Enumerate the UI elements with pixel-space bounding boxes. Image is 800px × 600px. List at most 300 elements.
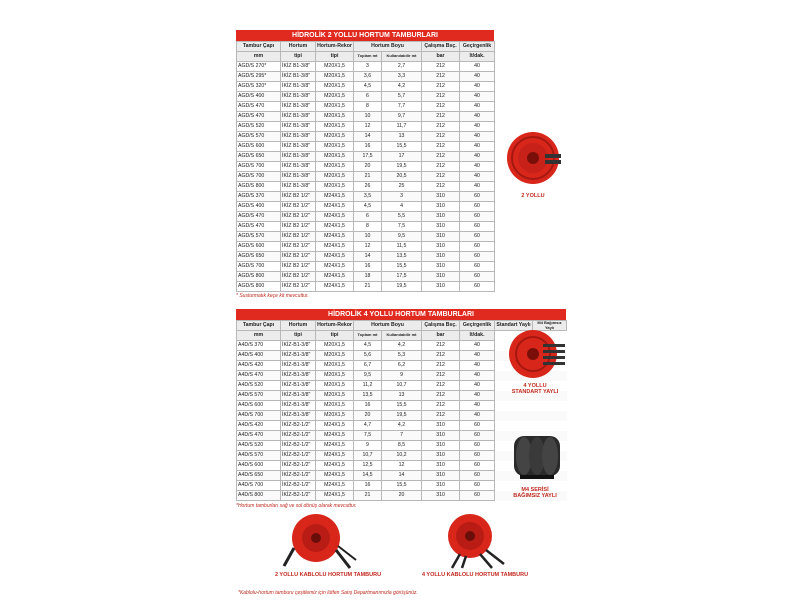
table-cell: 40: [460, 122, 495, 132]
table-cell: 212: [422, 351, 460, 361]
table-cell: 19,5: [382, 411, 422, 421]
table-cell: AGD/S 470: [237, 112, 281, 122]
reel-m4-icon: [510, 430, 564, 482]
table-cell: 14: [382, 471, 422, 481]
table-cell: 310: [422, 471, 460, 481]
table-cell: 6,7: [354, 361, 382, 371]
table-cell: 13: [382, 132, 422, 142]
table-cell: 14: [354, 132, 382, 142]
table-cell: 60: [460, 192, 495, 202]
table-cell: A4D/S 600: [237, 461, 281, 471]
col-header: Standart Yaylı: [495, 321, 533, 331]
table-cell: 4,2: [382, 82, 422, 92]
col-subheader: mm: [237, 331, 281, 341]
table-cell: M20X1,5: [316, 182, 354, 192]
table-cell: 15,5: [382, 481, 422, 491]
table-cell: A4D/S 800: [237, 491, 281, 501]
table-cell: İKİZ B1-3/8": [281, 92, 316, 102]
table-cell: 11,2: [354, 381, 382, 391]
table-cell: AGD/S 520: [237, 122, 281, 132]
table-cell: M20X1,5: [316, 92, 354, 102]
table-cell: 60: [460, 252, 495, 262]
table-cell: M24X1,5: [316, 242, 354, 252]
table-cell: 40: [460, 381, 495, 391]
table-cell: M20X1,5: [316, 162, 354, 172]
table-cell: 15,5: [382, 262, 422, 272]
table-cell: 10,2: [382, 451, 422, 461]
table-cell: İKİZ-B2-1/2": [281, 481, 316, 491]
table-cell: 60: [460, 481, 495, 491]
table-cell: İKİZ-B1-3/8": [281, 401, 316, 411]
table-cell: 212: [422, 182, 460, 192]
table-cell: M20X1,5: [316, 361, 354, 371]
table-cell: M20X1,5: [316, 102, 354, 112]
reel-2-way-icon: [505, 130, 561, 186]
table-cell: 310: [422, 212, 460, 222]
table-cell: 60: [460, 491, 495, 501]
table-row: [237, 162, 495, 172]
table-row: [237, 132, 495, 142]
caption-m4-line2: BAĞIMSIZ YAYLI: [513, 493, 557, 499]
table-cell: A4D/S 470: [237, 431, 281, 441]
table-cell: 4,5: [354, 202, 382, 212]
table-cell: 13,5: [354, 391, 382, 401]
table-cell: AGD/S 600: [237, 242, 281, 252]
col-header: Çalışma Bsç.: [422, 321, 460, 331]
col-header: Geçirgenlik: [460, 42, 495, 52]
table-cell: 212: [422, 361, 460, 371]
table-cell: İKİZ-B2-1/2": [281, 461, 316, 471]
table-cell: 40: [460, 371, 495, 381]
table-cell: 60: [460, 222, 495, 232]
table-cell: 11,7: [382, 122, 422, 132]
table-cell: AGD/S 370: [237, 192, 281, 202]
table-cell: AGD/S 800: [237, 282, 281, 292]
table-cell: 212: [422, 82, 460, 92]
reel-m4-image: [510, 430, 564, 482]
table-cell: İKİZ B2 1/2": [281, 272, 316, 282]
col-subheader: Kullanılabilir mt: [382, 331, 422, 341]
table-cell: 310: [422, 262, 460, 272]
table-cell: 310: [422, 192, 460, 202]
table-cell: 212: [422, 162, 460, 172]
table-cell: 212: [422, 62, 460, 72]
table-cell: 10,7: [354, 451, 382, 461]
reel-4-way-image: [507, 328, 565, 380]
table-row: [237, 212, 495, 222]
table-row: [237, 152, 495, 162]
col-subheader: Kullanılabilir mt: [382, 52, 422, 62]
table-cell: 40: [460, 162, 495, 172]
table-cell: M24X1,5: [316, 192, 354, 202]
table-row: [237, 411, 567, 421]
col-header: Hortum-Rekor: [316, 321, 354, 331]
table-cell: 9,5: [382, 232, 422, 242]
table-cell: A4D/S 570: [237, 391, 281, 401]
table-cell: M24X1,5: [316, 441, 354, 451]
table-row: [237, 112, 495, 122]
table-2-way-note: * Susturmatık keçe kit mevcuttur.: [236, 293, 309, 299]
table-cell: M24X1,5: [316, 451, 354, 461]
table-cell: M20X1,5: [316, 371, 354, 381]
table-cell: 60: [460, 212, 495, 222]
table-cell: 10: [354, 232, 382, 242]
table-cell: İKİZ-B2-1/2": [281, 451, 316, 461]
table-cell: 60: [460, 431, 495, 441]
table-row: [237, 192, 495, 202]
table-cell: 3,5: [354, 192, 382, 202]
table-cell: İKİZ-B2-1/2": [281, 471, 316, 481]
table-row: [237, 122, 495, 132]
table-cell: İKİZ-B1-3/8": [281, 381, 316, 391]
col-header: Çalışma Bsç.: [422, 42, 460, 52]
table-cell: 5,3: [382, 351, 422, 361]
reel-4-way-icon: [507, 328, 565, 380]
table-cell: AGD/S 600: [237, 142, 281, 152]
table-cell: 8: [354, 222, 382, 232]
col-header: Hortum Boyu: [354, 321, 422, 331]
table-cell: M24X1,5: [316, 421, 354, 431]
table-row: [237, 421, 567, 431]
table-cell: 21: [354, 282, 382, 292]
table-cell-empty: [495, 421, 533, 431]
table-cell: 212: [422, 132, 460, 142]
table-cell: İKİZ-B2-1/2": [281, 491, 316, 501]
col-subheader: tipi: [316, 331, 354, 341]
table-cell: 10: [354, 112, 382, 122]
table-cell: İKİZ B1-3/8": [281, 62, 316, 72]
caption-m4: [500, 487, 570, 499]
table-row: [237, 202, 495, 212]
table-row: [237, 262, 495, 272]
table-row: [237, 242, 495, 252]
table-cell: 12,5: [354, 461, 382, 471]
table-cell: İKİZ B1-3/8": [281, 182, 316, 192]
table-cell: A4D/S 370: [237, 341, 281, 351]
table-cell: İKİZ-B1-3/8": [281, 361, 316, 371]
table-cell: 60: [460, 282, 495, 292]
table-cell: M24X1,5: [316, 431, 354, 441]
table-cell: 310: [422, 272, 460, 282]
table-cell: 40: [460, 62, 495, 72]
table-cell: 212: [422, 102, 460, 112]
caption-2-way: 2 YOLLU: [521, 193, 545, 199]
table-cell: 3: [382, 192, 422, 202]
table-cell: 9,7: [382, 112, 422, 122]
table-cell: 26: [354, 182, 382, 192]
table-cell: AGD/S 470: [237, 212, 281, 222]
table-cell: A4D/S 570: [237, 451, 281, 461]
table-cell: 8,5: [382, 441, 422, 451]
table-cell: 4,2: [382, 421, 422, 431]
table-cell: 4,5: [354, 82, 382, 92]
table-cell: 13: [382, 391, 422, 401]
table-cell: M20X1,5: [316, 122, 354, 132]
table-cell: 60: [460, 471, 495, 481]
table-cell: 60: [460, 202, 495, 212]
table-cell: 20: [382, 491, 422, 501]
table-2-way-grid: [236, 41, 495, 292]
table-cell: İKİZ-B1-3/8": [281, 351, 316, 361]
table-cell: M20X1,5: [316, 341, 354, 351]
table-cell: 212: [422, 172, 460, 182]
table-cell: M20X1,5: [316, 82, 354, 92]
table-cell-empty: [533, 411, 567, 421]
table-cell: İKİZ-B2-1/2": [281, 441, 316, 451]
table-row: [237, 272, 495, 282]
table-cell: 40: [460, 361, 495, 371]
table-cell: 60: [460, 441, 495, 451]
table-cell: M24X1,5: [316, 232, 354, 242]
table-cell: 310: [422, 202, 460, 212]
table-cell: AGD/S 800: [237, 272, 281, 282]
table-cell: 212: [422, 72, 460, 82]
table-cell: 18: [354, 272, 382, 282]
table-cell: 12: [382, 461, 422, 471]
table-cell: 14,5: [354, 471, 382, 481]
table-cell: 40: [460, 142, 495, 152]
table-cell: İKİZ B2 1/2": [281, 202, 316, 212]
table-cell: 40: [460, 391, 495, 401]
table-cell: 310: [422, 242, 460, 252]
table-cell: 25: [382, 182, 422, 192]
table-row: [237, 401, 567, 411]
table-cell: İKİZ B1-3/8": [281, 132, 316, 142]
table-cell: 16: [354, 401, 382, 411]
table-cell: 212: [422, 341, 460, 351]
table-cell: M24X1,5: [316, 282, 354, 292]
table-cell: İKİZ B2 1/2": [281, 252, 316, 262]
table-cell: 16: [354, 142, 382, 152]
table-cell: AGD/S 320*: [237, 82, 281, 92]
table-cell: 20: [354, 411, 382, 421]
table-cell: İKİZ-B1-3/8": [281, 371, 316, 381]
table-cell: 310: [422, 441, 460, 451]
table-cell: 40: [460, 92, 495, 102]
table-cell: M24X1,5: [316, 222, 354, 232]
col-subheader: tipi: [281, 331, 316, 341]
table-cell: 3,3: [382, 72, 422, 82]
table-cell: 14: [354, 252, 382, 262]
table-cell: M24X1,5: [316, 252, 354, 262]
col-subheader: tipi: [281, 52, 316, 62]
col-header: M4 Bağımsız Yaylı: [533, 321, 567, 331]
table-cell: 17,5: [382, 272, 422, 282]
col-header: Tambur Çapı: [237, 321, 281, 331]
caption-4-way-line2: STANDART YAYLI: [511, 389, 559, 395]
table-cell: M20X1,5: [316, 62, 354, 72]
table-cell: İKİZ B1-3/8": [281, 122, 316, 132]
table-cell: İKİZ B2 1/2": [281, 232, 316, 242]
table-cell: AGD/S 400: [237, 92, 281, 102]
table-cell: 40: [460, 152, 495, 162]
table-cell: 60: [460, 461, 495, 471]
table-cell: İKİZ B1-3/8": [281, 142, 316, 152]
table-cell: İKİZ B1-3/8": [281, 102, 316, 112]
table-cell: M20X1,5: [316, 132, 354, 142]
table-cell: AGD/S 700: [237, 172, 281, 182]
table-cell: İKİZ B2 1/2": [281, 222, 316, 232]
table-cell: A4D/S 600: [237, 401, 281, 411]
table-row: [237, 172, 495, 182]
col-header: Hortum-Rekor: [316, 42, 354, 52]
table-cell: 310: [422, 232, 460, 242]
table-4-way-title: HİDROLİK 4 YOLLU HORTUM TAMBURLARI: [236, 309, 566, 320]
col-header: Hortum: [281, 321, 316, 331]
cable-reel-4-way-icon: [440, 510, 510, 570]
table-cell: A4D/S 700: [237, 411, 281, 421]
table-cell: 7,7: [382, 102, 422, 112]
table-cell: M24X1,5: [316, 202, 354, 212]
cable-reel-2-way-icon: [280, 510, 360, 570]
table-cell: M20X1,5: [316, 152, 354, 162]
table-cell: İKİZ-B2-1/2": [281, 421, 316, 431]
table-cell: 40: [460, 112, 495, 122]
table-cell: M20X1,5: [316, 401, 354, 411]
table-row: [237, 102, 495, 112]
table-cell: 310: [422, 481, 460, 491]
table-cell: 60: [460, 272, 495, 282]
table-cell: İKİZ B1-3/8": [281, 72, 316, 82]
table-cell: 60: [460, 421, 495, 431]
table-cell: 16: [354, 481, 382, 491]
table-cell: 212: [422, 391, 460, 401]
table-cell: 11,5: [382, 242, 422, 252]
table-2-way-body: [237, 62, 495, 292]
table-2-way: [236, 30, 494, 299]
table-cell: 15,5: [382, 142, 422, 152]
table-cell: İKİZ B2 1/2": [281, 192, 316, 202]
table-row: [237, 72, 495, 82]
table-cell: 4,5: [354, 341, 382, 351]
table-cell: 212: [422, 152, 460, 162]
col-subheader: bar: [422, 52, 460, 62]
table-cell: 212: [422, 142, 460, 152]
table-cell: 40: [460, 172, 495, 182]
col-subheader: bar: [422, 331, 460, 341]
table-cell: 9,5: [354, 371, 382, 381]
table-cell: M20X1,5: [316, 112, 354, 122]
table-cell: 40: [460, 82, 495, 92]
table-cell: 16: [354, 262, 382, 272]
table-cell: A4D/S 400: [237, 351, 281, 361]
table-cell: 60: [460, 242, 495, 252]
table-cell: 40: [460, 72, 495, 82]
table-cell: M20X1,5: [316, 351, 354, 361]
table-cell: 60: [460, 262, 495, 272]
caption-cable-4-way: 4 YOLLU KABLOLU HORTUM TAMBURU: [421, 572, 529, 578]
table-row: [237, 252, 495, 262]
table-cell: İKİZ B1-3/8": [281, 172, 316, 182]
table-cell: 212: [422, 381, 460, 391]
table-cell: 7,5: [382, 222, 422, 232]
col-header: Tambur Çapı: [237, 42, 281, 52]
table-cell: 2,7: [382, 62, 422, 72]
table-cell: 19,5: [382, 282, 422, 292]
col-header: Hortum: [281, 42, 316, 52]
table-cell: İKİZ B2 1/2": [281, 212, 316, 222]
table-cell: İKİZ B2 1/2": [281, 242, 316, 252]
table-cell: İKİZ-B1-3/8": [281, 391, 316, 401]
table-cell: İKİZ B1-3/8": [281, 112, 316, 122]
table-cell: 15,5: [382, 401, 422, 411]
table-cell: M24X1,5: [316, 461, 354, 471]
table-cell: 212: [422, 401, 460, 411]
caption-4-way: [500, 383, 570, 395]
table-cell-empty: [533, 401, 567, 411]
table-cell: 17,5: [354, 152, 382, 162]
table-cell: A4D/S 520: [237, 381, 281, 391]
table-cell: 8: [354, 102, 382, 112]
table-cell: AGD/S 270*: [237, 62, 281, 72]
table-cell: M24X1,5: [316, 262, 354, 272]
table-cell: 5,7: [382, 92, 422, 102]
table-cell: A4D/S 700: [237, 481, 281, 491]
table-cell: 310: [422, 431, 460, 441]
table-cell: M20X1,5: [316, 411, 354, 421]
table-cell: M24X1,5: [316, 491, 354, 501]
table-row: [237, 182, 495, 192]
table-2-way-title: HİDROLİK 2 YOLLU HORTUM TAMBURLARI: [236, 30, 494, 41]
table-cell: 12: [354, 122, 382, 132]
table-cell: A4D/S 470: [237, 371, 281, 381]
table-cell: AGD/S 570: [237, 132, 281, 142]
table-cell: İKİZ B2 1/2": [281, 282, 316, 292]
table-cell: M20X1,5: [316, 391, 354, 401]
table-cell: 212: [422, 122, 460, 132]
table-cell: M24X1,5: [316, 471, 354, 481]
table-cell: M20X1,5: [316, 142, 354, 152]
caption-4-way-line1: 4 YOLLU: [523, 383, 547, 389]
table-cell: İKİZ B2 1/2": [281, 262, 316, 272]
table-cell: 9: [354, 441, 382, 451]
table-cell: M24X1,5: [316, 212, 354, 222]
table-cell: 6,2: [382, 361, 422, 371]
table-row: [237, 232, 495, 242]
table-cell: AGD/S 570: [237, 232, 281, 242]
table-cell: AGD/S 700: [237, 162, 281, 172]
table-cell: AGD/S 295*: [237, 72, 281, 82]
table-cell: 20,5: [382, 172, 422, 182]
table-cell: 5,6: [354, 351, 382, 361]
table-cell: 310: [422, 451, 460, 461]
table-cell: İKİZ-B1-3/8": [281, 341, 316, 351]
caption-cable-2-way: 2 YOLLU KABLOLU HORTUM TAMBURU: [274, 572, 382, 578]
table-cell: 4,2: [382, 341, 422, 351]
table-row: [237, 92, 495, 102]
table-cell: AGD/S 800: [237, 182, 281, 192]
table-cell: 40: [460, 351, 495, 361]
col-header: Hortum Boyu: [354, 42, 422, 52]
table-row: [237, 62, 495, 72]
table-cell: 60: [460, 232, 495, 242]
col-subheader: lt/dak.: [460, 52, 495, 62]
table-cell: İKİZ B1-3/8": [281, 162, 316, 172]
table-cell: A4D/S 520: [237, 441, 281, 451]
table-cell: 40: [460, 411, 495, 421]
table-cell: 9: [382, 371, 422, 381]
table-cell: AGD/S 650: [237, 252, 281, 262]
table-cell: 60: [460, 451, 495, 461]
col-subheader: tipi: [316, 52, 354, 62]
table-cell: 13,5: [382, 252, 422, 262]
table-cell: A4D/S 650: [237, 471, 281, 481]
table-4-way-note: *Hortum tamburları sağ ve sol dönüş olarak mevcuttur.: [236, 503, 357, 509]
table-cell: M20X1,5: [316, 381, 354, 391]
table-cell: AGD/S 470: [237, 222, 281, 232]
table-cell: AGD/S 470: [237, 102, 281, 112]
table-cell: 10,7: [382, 381, 422, 391]
